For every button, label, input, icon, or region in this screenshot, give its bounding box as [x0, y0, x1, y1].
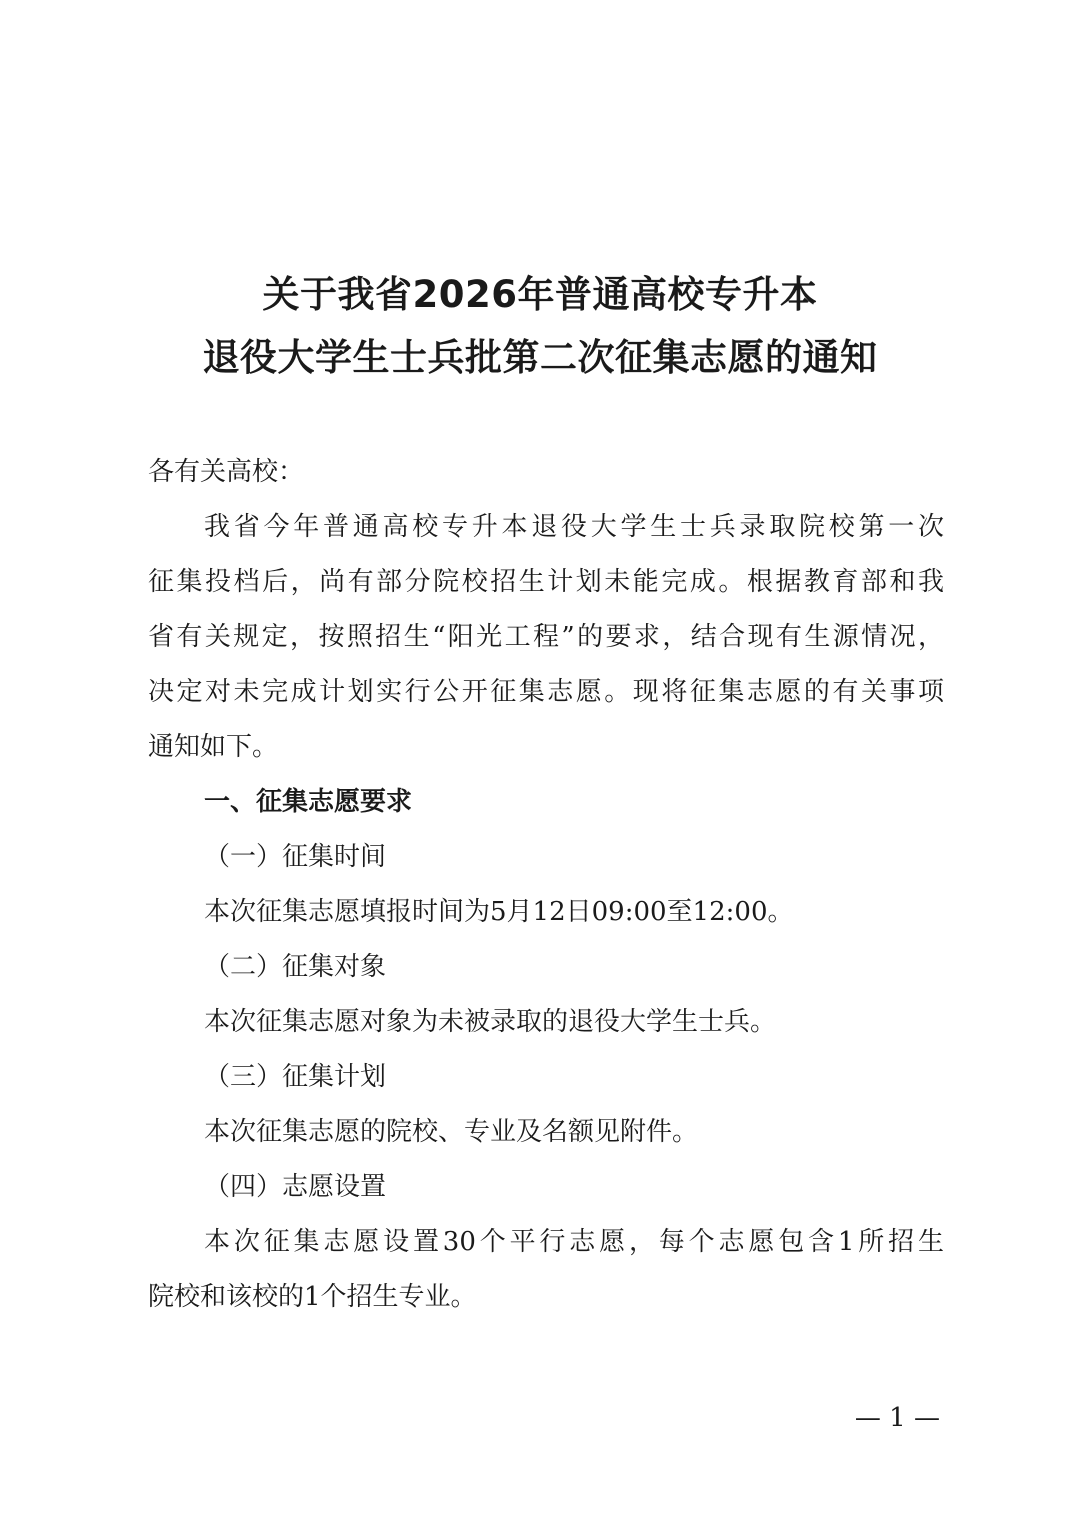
subsection-heading-plan: （三）征集计划 [204, 1062, 387, 1092]
subsection-text-setting-line-2: 院校和该校的1个招生专业。 [148, 1282, 477, 1312]
subsection-text-setting-line-1: 本次征集志愿设置30个平行志愿，每个志愿包含1所招生 [204, 1227, 944, 1257]
section-heading-1: 一、征集志愿要求 [204, 787, 413, 817]
subsection-text-time: 本次征集志愿填报时间为5月12日09:00至12:00。 [204, 897, 794, 927]
intro-line-5: 通知如下。 [148, 732, 279, 762]
subsection-heading-target: （二）征集对象 [204, 952, 387, 982]
document-title-line-2: 退役大学生士兵批第二次征集志愿的通知 [202, 336, 878, 379]
subsection-heading-setting: （四）志愿设置 [204, 1172, 387, 1202]
page-number: — 1 — [854, 1403, 940, 1433]
intro-line-1: 我省今年普通高校专升本退役大学生士兵录取院校第一次 [204, 512, 944, 542]
salutation: 各有关高校： [148, 457, 305, 487]
subsection-heading-time: （一）征集时间 [204, 842, 387, 872]
subsection-text-target: 本次征集志愿对象为未被录取的退役大学生士兵。 [204, 1007, 777, 1037]
subsection-text-plan: 本次征集志愿的院校、专业及名额见附件。 [204, 1117, 699, 1147]
intro-line-3: 省有关规定，按照招生“阳光工程”的要求，结合现有生源情况， [148, 622, 944, 652]
intro-line-2: 征集投档后，尚有部分院校招生计划未能完成。根据教育部和我 [148, 567, 944, 597]
intro-line-4: 决定对未完成计划实行公开征集志愿。现将征集志愿的有关事项 [148, 677, 944, 707]
document-title-line-1: 关于我省2026年普通高校专升本 [262, 273, 818, 316]
